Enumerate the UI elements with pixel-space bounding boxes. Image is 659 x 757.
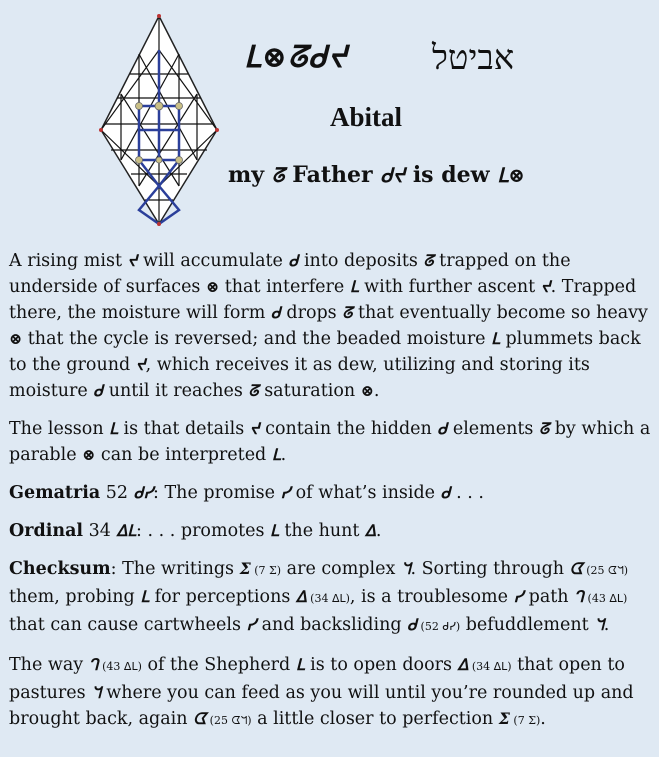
glyph: ᒪ bbox=[295, 655, 305, 674]
text: elements bbox=[447, 419, 539, 439]
text: befuddlement bbox=[460, 615, 595, 635]
glyph: Σ bbox=[498, 709, 510, 728]
glyph: ᐃ bbox=[295, 587, 307, 606]
text: that interfere bbox=[219, 277, 350, 297]
text: The way bbox=[9, 655, 89, 675]
glyph: ⊗ bbox=[82, 445, 96, 464]
glyph: ᒪ bbox=[109, 419, 118, 438]
glyph: ᒉ bbox=[88, 655, 99, 674]
glyph: ᓯ bbox=[280, 483, 291, 502]
text: is that details bbox=[117, 419, 250, 439]
text: is to open doors bbox=[304, 655, 458, 675]
text: . Sorting through bbox=[410, 559, 570, 579]
glyph: ᗧ bbox=[569, 559, 583, 578]
text: plummets back to the ground bbox=[9, 329, 641, 375]
meaning-word: Father bbox=[292, 162, 373, 188]
diamond-lattice-figure bbox=[95, 10, 223, 228]
text: that eventually become so heavy bbox=[352, 303, 648, 323]
text: can be interpreted bbox=[95, 445, 272, 465]
meaning-line bbox=[228, 162, 525, 188]
text: them, probing bbox=[9, 587, 141, 607]
paragraph-lesson bbox=[9, 416, 653, 468]
small-note: (25 ᗧᖻ) bbox=[582, 564, 629, 577]
glyph: ᘔ bbox=[248, 381, 259, 400]
text: of the Shepherd bbox=[141, 655, 296, 675]
small-note: (25 ᗧᖻ) bbox=[206, 714, 252, 727]
paragraph-mist bbox=[9, 248, 653, 404]
meaning-word: is dew bbox=[412, 162, 490, 188]
text: 34 bbox=[83, 521, 117, 541]
text: 52 bbox=[100, 483, 134, 503]
text: saturation bbox=[258, 381, 361, 401]
text: until it reaches bbox=[103, 381, 249, 401]
glyph: ᑯᔪ bbox=[380, 163, 406, 187]
text: . . . bbox=[450, 483, 484, 503]
gematria-label: Gematria bbox=[9, 483, 101, 503]
paragraph-gematria bbox=[9, 480, 653, 506]
small-note: (52 ᑯᓯ) bbox=[417, 620, 461, 633]
small-note: (7 Σ) bbox=[250, 564, 282, 577]
glyph: ⊗ bbox=[9, 329, 23, 348]
text: trapped on the underside of surfaces bbox=[9, 251, 571, 297]
text: for perceptions bbox=[149, 587, 296, 607]
glyph: ⊗ bbox=[205, 277, 220, 296]
text: . bbox=[373, 381, 380, 401]
text: drops bbox=[280, 303, 343, 323]
glyph: ᑯ bbox=[288, 251, 299, 270]
text: . bbox=[603, 615, 610, 635]
text: are complex bbox=[281, 559, 401, 579]
text: path bbox=[523, 587, 575, 607]
text: . bbox=[280, 445, 287, 465]
text: The lesson bbox=[9, 419, 110, 439]
text: of what’s inside bbox=[290, 483, 441, 503]
text: . bbox=[375, 521, 382, 541]
paragraph-ordinal bbox=[9, 518, 653, 544]
paragraph-checksum bbox=[9, 556, 653, 640]
glyph: ᒉ bbox=[574, 587, 585, 606]
text: . bbox=[540, 709, 546, 729]
paragraph-way bbox=[9, 652, 653, 734]
text: that the cycle is reversed; and the beaded moisture bbox=[22, 329, 492, 349]
text: the hunt bbox=[278, 521, 366, 541]
page-title: Abital bbox=[330, 102, 403, 132]
paleo-hebrew-word: ᒪ⊗ᘔᑯᔪ bbox=[244, 40, 348, 75]
header bbox=[228, 30, 648, 200]
text: : . . . promotes bbox=[136, 521, 271, 541]
text: contain the hidden bbox=[259, 419, 438, 439]
text: A rising mist bbox=[9, 251, 128, 271]
glyph: Σ bbox=[239, 559, 251, 578]
body-text bbox=[9, 248, 653, 746]
glyph: ⊗ bbox=[360, 381, 374, 400]
glyph: ᔪ bbox=[249, 419, 260, 438]
small-note: (7 Σ) bbox=[509, 714, 541, 727]
glyph: ᖻ bbox=[91, 683, 101, 702]
glyph: ᗧ bbox=[193, 709, 207, 728]
glyph: ᒪ⊗ bbox=[497, 163, 525, 187]
hebrew-word: אביטל bbox=[432, 38, 515, 78]
glyph: ᓯ bbox=[246, 615, 257, 634]
text: will accumulate bbox=[137, 251, 289, 271]
text: that can cause cartwheels bbox=[9, 615, 247, 635]
text: and backsliding bbox=[256, 615, 408, 635]
glyph: ᓯ bbox=[513, 587, 524, 606]
glyph: ᘔ bbox=[423, 251, 434, 270]
glyph: ᑯ bbox=[93, 381, 104, 400]
meaning-word: my bbox=[228, 162, 265, 188]
glyph: ᑯᓯ bbox=[133, 483, 154, 502]
glyph: ᑯ bbox=[437, 419, 448, 438]
text: by which a parable bbox=[9, 419, 651, 465]
ordinal-label: Ordinal bbox=[9, 521, 84, 541]
text: : The writings bbox=[110, 559, 240, 579]
glyph: ᑯ bbox=[440, 483, 451, 502]
glyph: ᔪ bbox=[135, 355, 146, 374]
small-note: (43 ᐃᒪ) bbox=[98, 660, 142, 673]
glyph: ᔪ bbox=[127, 251, 138, 270]
glyph: ᘔ bbox=[538, 419, 550, 438]
glyph: ᖻ bbox=[400, 559, 411, 578]
text: where you can feed as you will until you’re rounded up and brought back, again bbox=[9, 683, 634, 729]
glyph: ᐃ bbox=[365, 521, 376, 540]
glyph: ᘔ bbox=[271, 163, 285, 187]
glyph: ᒪ bbox=[140, 587, 150, 606]
text: : The promise bbox=[153, 483, 281, 503]
glyph: ᒪ bbox=[491, 329, 500, 348]
glyph: ᒪ bbox=[271, 445, 281, 464]
text: with further ascent bbox=[358, 277, 541, 297]
text: into deposits bbox=[298, 251, 424, 271]
text: , which receives it as dew, utilizing and storing its moisture bbox=[9, 355, 590, 401]
small-note: (34 ᐃᒪ) bbox=[306, 592, 350, 605]
glyph: ᒪ bbox=[270, 521, 279, 540]
glyph: ᒪ bbox=[349, 277, 359, 296]
text: that open to pastures bbox=[9, 655, 625, 703]
glyph: ᔪ bbox=[540, 277, 551, 296]
small-note: (43 ᐃᒪ) bbox=[584, 592, 628, 605]
text: a little closer to perfection bbox=[251, 709, 499, 729]
glyph: ᑯ bbox=[407, 615, 418, 634]
glyph: ᘔ bbox=[342, 303, 353, 322]
checksum-label: Checksum bbox=[9, 559, 111, 579]
glyph: ᐃᒪ bbox=[116, 521, 137, 540]
glyph: ᐃ bbox=[457, 655, 469, 674]
glyph: ᖻ bbox=[594, 615, 604, 634]
text: , is a troublesome bbox=[349, 587, 514, 607]
glyph: ᑯ bbox=[270, 303, 281, 322]
small-note: (34 ᐃᒪ) bbox=[468, 660, 512, 673]
text: . Trapped there, the moisture will form bbox=[9, 277, 637, 323]
